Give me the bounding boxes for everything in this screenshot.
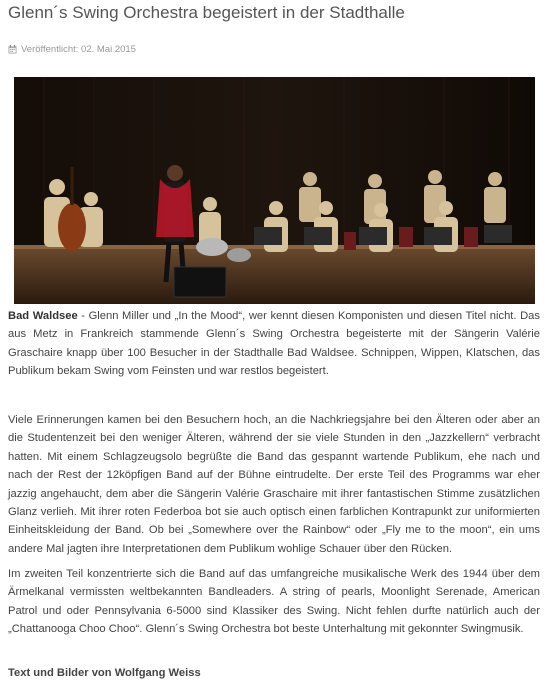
publish-date-text: Veröffentlicht: 02. Mai 2015	[21, 44, 136, 55]
article-photo	[14, 77, 535, 304]
article-paragraph-1	[8, 307, 540, 381]
author-credit: Text und Bilder von Wolfgang Weiss	[8, 667, 201, 679]
article-title[interactable]: Glenn´s Swing Orchestra begeistert in der Stadthalle	[8, 3, 405, 22]
article-paragraph-2: Viele Erinnerungen kamen bei den Besuchern hoch, an die Nachkriegsjahre bei den Älteren oder aber an die Studentenzeit bei den weniger Älteren, während der sie viele Stunden in den „Jazzkellern“ verbracht hatten. Mit einem Schlagzeugsolo begrüßte die Band das gespannt wartende Publikum, ehe nach und nach der Rest der 12köpfigen Band auf der Bühne eintrudelte. Der erste Teil des Programms war eher jazzig angehaucht, dem aber die Sängerin Valérie Graschaire mit ihrer fantastischen Stimme zusätzlichen Glanz verlieh. Mit ihrer roten Federboa bot sie auch optisch einen farblichen Kontrapunkt zur uniformierten Einheitskleidung der Band. Ob bei „Somewhere over the Rainbow“ oder „Fly me to the moon“, ein ums andere Mal jagten ihre Interpretationen dem Publikum wohlige Schauer über den Rücken.	[8, 414, 540, 555]
article-paragraph-3: Im zweiten Teil konzentrierte sich die Band auf das umfangreiche musikalische Werk des 1944 über dem Ärmelkanal vermissten weltbekannten Bandleaders. A string of pearls, Moonlight Serenade, American Patrol und oder Pennsylvania 6-5000 sind Klassiker des Swing. Nicht fehlen durfte natürlich auch der „Chattanooga Choo Choo“. Glenn´s Swing Orchestra bot beste Unterhaltung mit gekonnter Swingmusik.	[8, 568, 540, 636]
calendar-icon	[8, 45, 17, 54]
dateline: Bad Waldsee	[8, 310, 78, 322]
publish-date	[8, 44, 136, 55]
band-stage-illustration	[14, 77, 535, 304]
paragraph-1-text: - Glenn Miller und „In the Mood“, wer kennt diesen Komponisten und diesen Titel nicht. Das aus Metz in Frankreich stammende Glenn´s Swing Orchestra begeisterte mit der Sängerin Valérie Graschaire knapp über 100 Besucher in der Stadthalle Bad Waldsee. Schnippen, Wippen, Klatschen, das Publikum bekam Swing vom Feinsten und war restlos begeistert.	[8, 310, 540, 378]
